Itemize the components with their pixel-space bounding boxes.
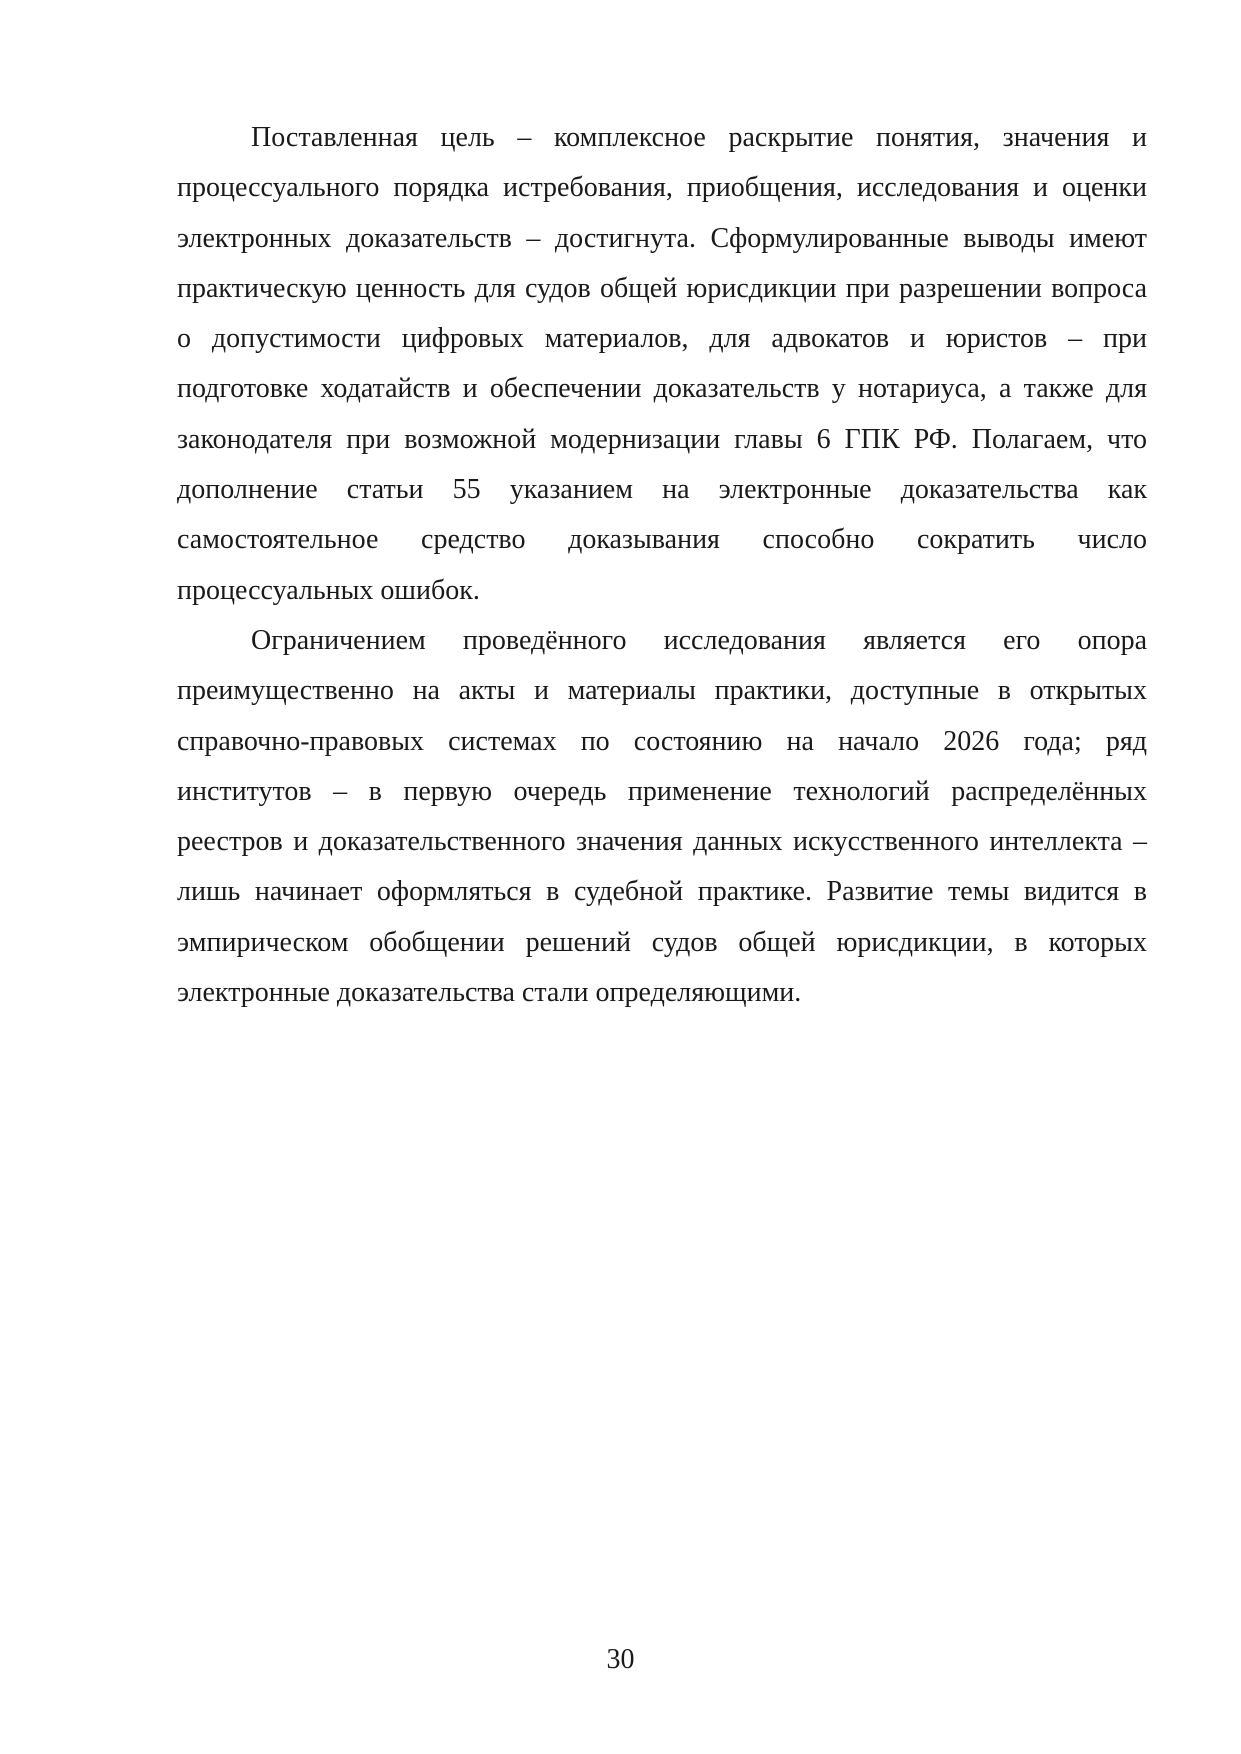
paragraph-conclusion: Поставленная цель – комплексное раскрытие понятия, значения и процессуального порядка истребования, приобщения, исследования и оценки электронных доказательств – достигнута. Сформулированные выводы имеют практическую ценность для судов общей юрисдикции при разрешении вопроса о допустимости цифровых материалов, для адвокатов и юристов – при подготовке ходатайств и обеспечении доказательств у нотариуса, а также для законодателя при возможной модернизации главы 6 ГПК РФ. Полагаем, что дополнение статьи 55 указанием на электронные доказательства как самостоятельное средство доказывания способно сократить число процессуальных ошибок.	[177, 122, 1147, 606]
paragraph-limitations: Ограничением проведённого исследования является его опора преимущественно на акты и материалы практики, доступные в открытых справочно-правовых системах по состоянию на начало 2026 года; ряд институтов – в первую очередь применение технологий распределённых реестров и доказательственного значения данных искусственного интеллекта – лишь начинает оформляться в судебной практике. Развитие темы видится в эмпирическом обобщении решений судов общей юрисдикции, в которых электронные доказательства стали определяющими.	[177, 624, 1147, 1009]
page-number: 30	[606, 1644, 635, 1675]
document-body	[177, 113, 1147, 1018]
